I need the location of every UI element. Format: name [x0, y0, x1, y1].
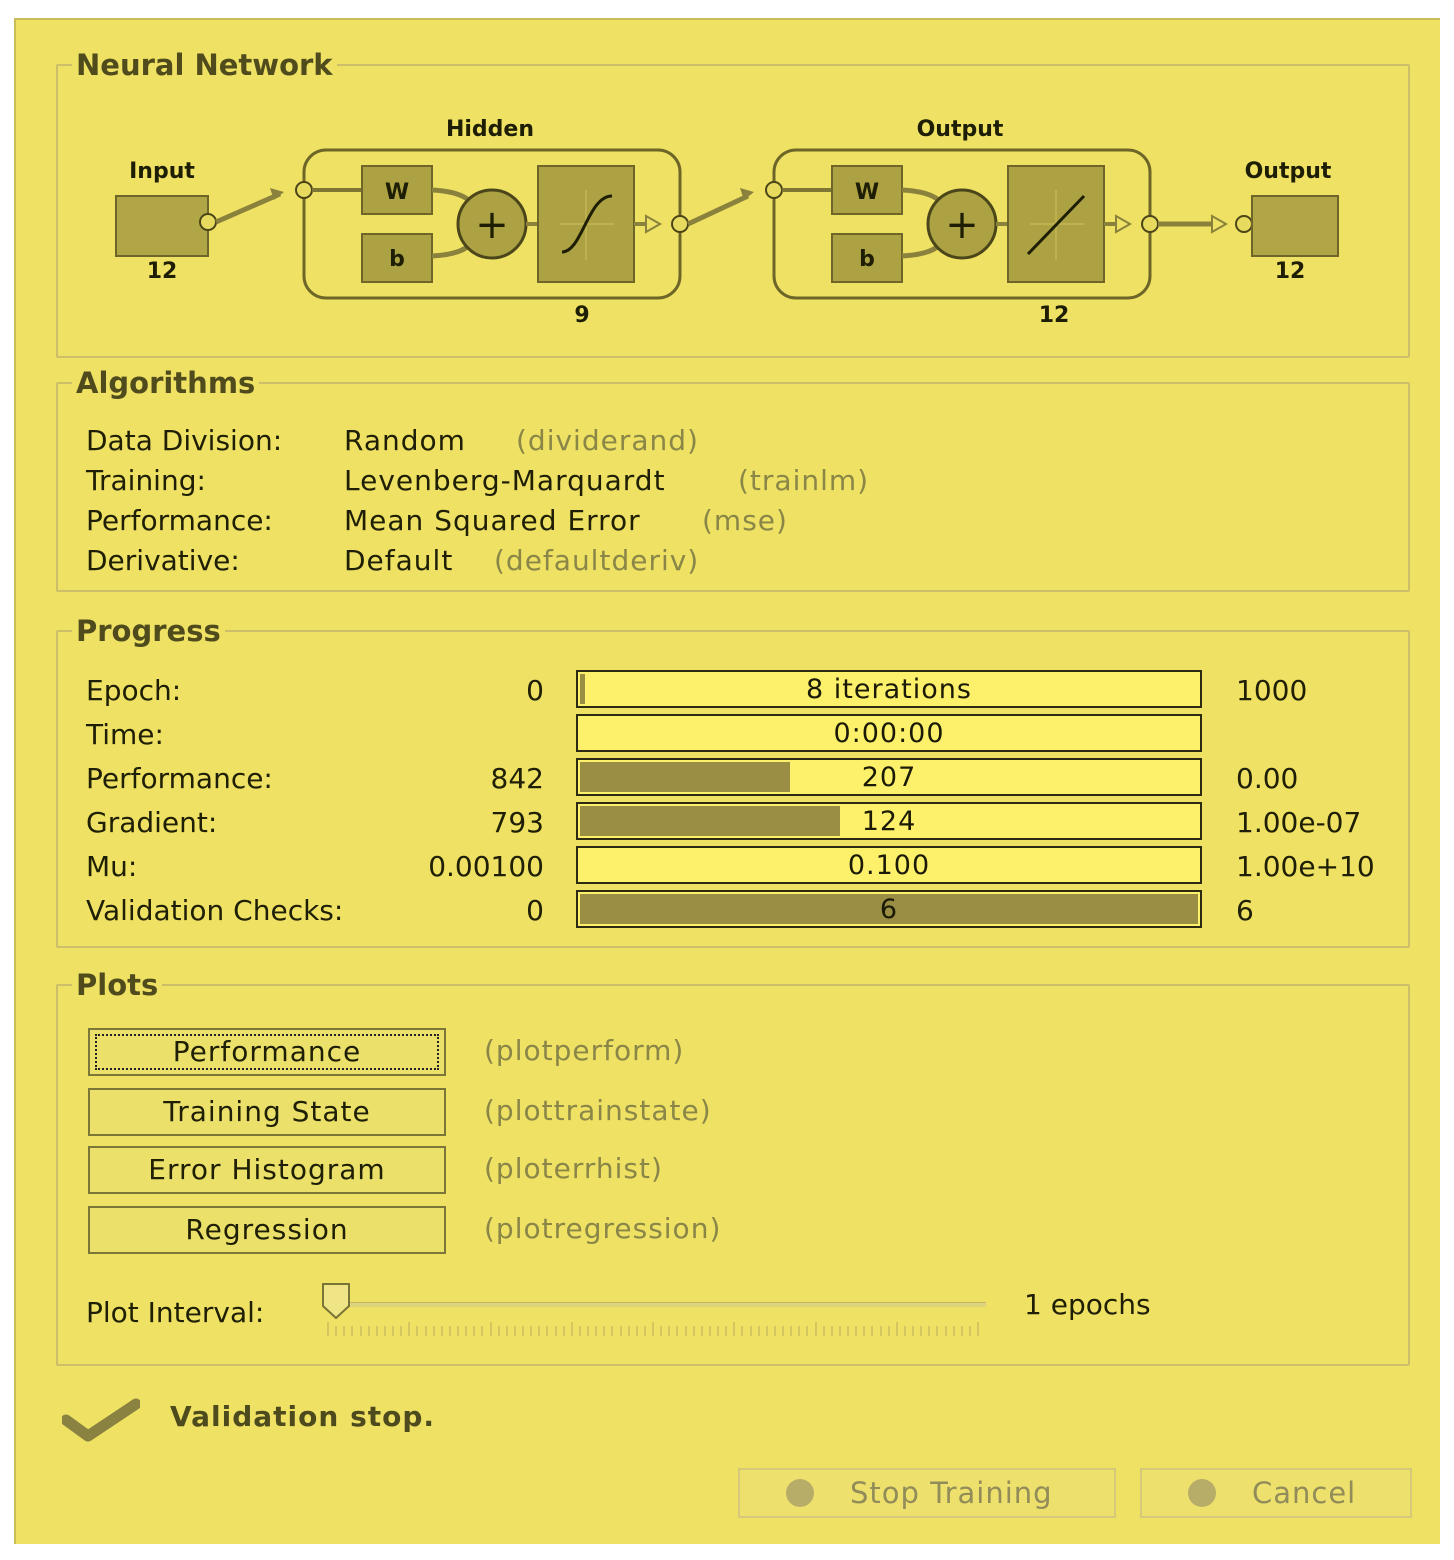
stop-training-button[interactable]	[738, 1468, 1116, 1518]
stop-icon	[786, 1479, 814, 1507]
output-block	[1252, 196, 1338, 256]
algorithms-group	[56, 366, 1410, 592]
progress-current-value: 8 iterations	[806, 674, 972, 705]
plot-button[interactable]	[88, 1206, 446, 1254]
progress-label: Gradient:	[86, 806, 218, 839]
plots-title: Plots	[76, 968, 159, 1002]
plot-button-label: Error Histogram	[148, 1153, 386, 1186]
progress-bar	[576, 890, 1202, 928]
progress-bar	[576, 670, 1202, 708]
algo-function: (trainlm)	[738, 464, 870, 497]
hidden-plus: +	[475, 202, 509, 248]
input-label: Input	[129, 159, 195, 184]
algo-value: Mean Squared Error	[344, 504, 641, 537]
checkmark-icon	[62, 1396, 140, 1444]
algo-function: (dividerand)	[516, 424, 699, 457]
hidden-b-label: b	[389, 247, 405, 272]
progress-end-value: 0.00	[1236, 762, 1299, 795]
algo-label: Performance:	[86, 504, 273, 537]
stop-training-label: Stop Training	[850, 1476, 1053, 1510]
progress-end-value: 1.00e-07	[1236, 806, 1362, 839]
plot-interval-value: 1 epochs	[1024, 1288, 1151, 1321]
progress-start-value: 793	[490, 806, 544, 839]
plot-button[interactable]	[88, 1028, 446, 1076]
progress-end-value: 1000	[1236, 674, 1308, 707]
output-size: 12	[1274, 259, 1306, 284]
progress-end-value: 1.00e+10	[1236, 850, 1375, 883]
progress-label: Performance:	[86, 762, 273, 795]
progress-label: Time:	[86, 718, 164, 751]
plot-function: (plotperform)	[484, 1034, 685, 1067]
plot-button-label: Regression	[185, 1213, 349, 1246]
progress-label: Validation Checks:	[86, 894, 344, 927]
hidden-input-port	[296, 182, 312, 198]
progress-bar	[576, 846, 1202, 884]
neural-network-title: Neural Network	[76, 48, 333, 82]
progress-current-value: 124	[861, 806, 917, 837]
algorithms-title: Algorithms	[76, 366, 256, 400]
input-port	[200, 214, 216, 230]
plot-button-label: Training State	[163, 1095, 371, 1128]
algo-label: Training:	[86, 464, 206, 497]
hidden-label: Hidden	[445, 117, 535, 142]
algo-value: Default	[344, 544, 454, 577]
plot-interval-slider[interactable]	[316, 1282, 996, 1342]
plot-function: (plotregression)	[484, 1212, 722, 1245]
cancel-label: Cancel	[1252, 1476, 1357, 1510]
nntraintool-window	[14, 18, 1440, 1544]
slider-ticks	[326, 1322, 986, 1336]
algo-value: Levenberg-Marquardt	[344, 464, 666, 497]
status-text: Validation stop.	[170, 1400, 436, 1433]
progress-start-value: 0	[526, 674, 544, 707]
plot-interval-label: Plot Interval:	[86, 1296, 265, 1329]
output-layer-size: 12	[1038, 303, 1070, 328]
progress-bar	[576, 758, 1202, 796]
hidden-output-port	[672, 216, 688, 232]
progress-label: Epoch:	[86, 674, 182, 707]
progress-current-value: 207	[861, 762, 917, 793]
plot-function: (ploterrhist)	[484, 1152, 663, 1185]
output-port	[1236, 216, 1252, 232]
algo-function: (defaultderiv)	[494, 544, 700, 577]
algo-label: Data Division:	[86, 424, 283, 457]
slider-track	[326, 1302, 986, 1307]
hidden-w-label: W	[384, 180, 410, 205]
output-label: Output	[1244, 159, 1332, 184]
plot-button-label: Performance	[172, 1035, 362, 1068]
progress-start-value: 842	[490, 762, 544, 795]
output-b-label: b	[859, 247, 875, 272]
output-plus: +	[945, 202, 979, 248]
progress-end-value: 6	[1236, 894, 1254, 927]
output-layer-port	[1142, 216, 1158, 232]
algo-function: (mse)	[702, 504, 788, 537]
progress-current-value: 0.100	[847, 850, 931, 881]
algo-label: Derivative:	[86, 544, 240, 577]
algo-value: Random	[344, 424, 466, 457]
cancel-icon	[1188, 1479, 1216, 1507]
progress-bar	[576, 802, 1202, 840]
output-layer-input-port	[766, 182, 782, 198]
progress-start-value: 0	[526, 894, 544, 927]
cancel-button[interactable]	[1140, 1468, 1412, 1518]
progress-bar	[576, 714, 1202, 752]
progress-title: Progress	[76, 614, 221, 648]
plot-button[interactable]	[88, 1146, 446, 1194]
progress-label: Mu:	[86, 850, 138, 883]
hidden-size: 9	[574, 303, 590, 328]
network-diagram	[16, 20, 1442, 360]
progress-current-value: 0:00:00	[833, 718, 945, 749]
plot-button[interactable]	[88, 1088, 446, 1136]
input-size: 12	[146, 259, 178, 284]
slider-thumb[interactable]	[321, 1282, 351, 1320]
output-layer-label: Output	[916, 117, 1004, 142]
plot-function: (plottrainstate)	[484, 1094, 712, 1127]
progress-current-value: 6	[879, 894, 899, 925]
output-w-label: W	[854, 180, 880, 205]
progress-start-value: 0.00100	[428, 850, 544, 883]
input-block	[116, 196, 208, 256]
